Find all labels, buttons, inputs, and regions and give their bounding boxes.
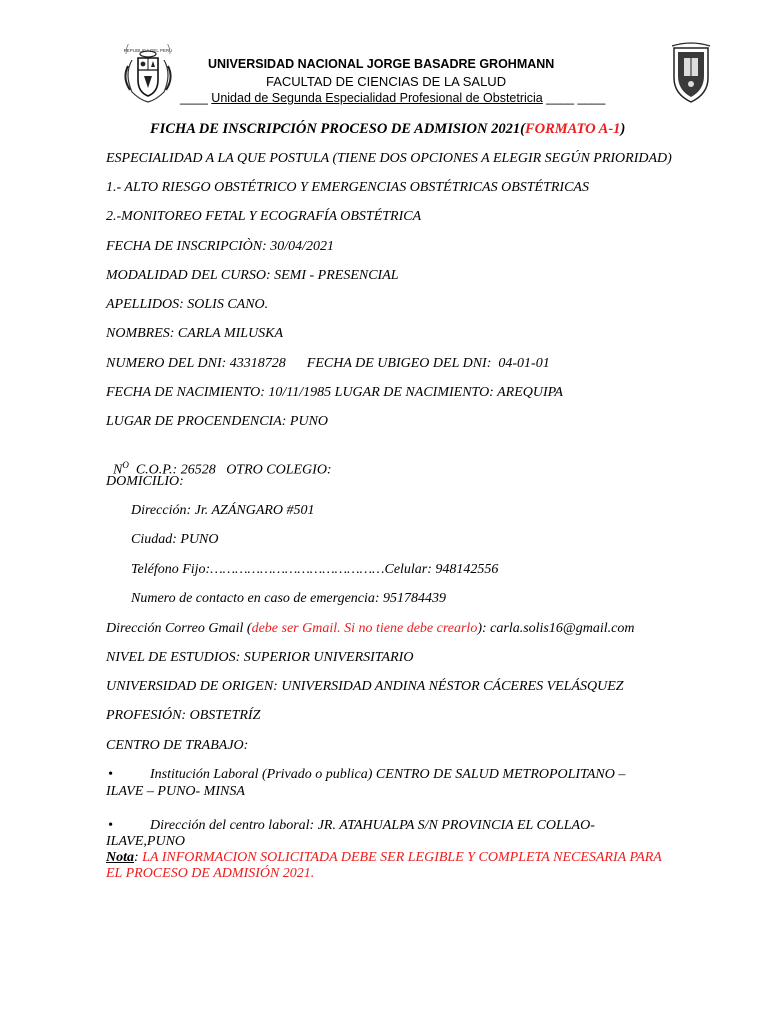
peru-coat-of-arms-icon [118, 44, 178, 106]
universidad-line: UNIVERSIDAD DE ORIGEN: UNIVERSIDAD ANDINA NÉSTOR CÁCERES VELÁSQUEZ [106, 679, 624, 694]
nivel-line: NIVEL DE ESTUDIOS: SUPERIOR UNIVERSITARIO [106, 650, 414, 665]
cop-prefix: N [113, 462, 123, 478]
procedencia-line: LUGAR DE PROCENDENCIA: PUNO [106, 414, 329, 429]
institucion-line-2: ILAVE – PUNO- MINSA [106, 784, 245, 799]
bullet-icon: • [108, 818, 113, 833]
nota-label: Nota [106, 850, 134, 865]
correo-value: ): carla.solis16@gmail.com [477, 621, 635, 636]
institucion-line-1: Institución Laboral (Privado o publica) CENTRO DE SALUD METROPOLITANO – [150, 767, 626, 782]
bullet-icon: • [108, 767, 113, 782]
nota-colon: : [134, 850, 143, 865]
especialidad-line: ESPECIALIDAD A LA QUE POSTULA (TIENE DOS OPCIONES A ELEGIR SEGÚN PRIORIDAD) [106, 151, 672, 166]
direccion-line: Dirección: Jr. AZÁNGARO #501 [131, 503, 315, 518]
modalidad-line: MODALIDAD DEL CURSO: SEMI - PRESENCIAL [106, 268, 399, 283]
option-1-line: 1.- ALTO RIESGO OBSTÉTRICO Y EMERGENCIAS OBSTÉTRICAS OBSTÉTRICAS [106, 180, 589, 195]
ciudad-line: Ciudad: PUNO [131, 532, 219, 547]
correo-label: Dirección Correo Gmail ( [106, 621, 252, 636]
nacimiento-line: FECHA DE NACIMIENTO: 10/11/1985 LUGAR DE NACIMIENTO: AREQUIPA [106, 385, 563, 400]
form-title [150, 121, 625, 138]
university-name: UNIVERSIDAD NACIONAL JORGE BASADRE GROHMANN [208, 57, 555, 71]
unit-suffix: ____ ____ [546, 91, 606, 105]
nota-text-1: LA INFORMACION SOLICITADA DEBE SER LEGIBLE Y COMPLETA NECESARIA PARA [142, 850, 662, 865]
apellidos-line: APELLIDOS: SOLIS CANO. [106, 297, 269, 312]
cop-superscript: O [122, 460, 129, 470]
fecha-inscripcion-line: FECHA DE INSCRIPCIÒN: 30/04/2021 [106, 239, 335, 254]
domicilio-label: DOMICILIO: [106, 474, 184, 489]
university-crest-icon [666, 42, 716, 104]
nota-line-1 [106, 850, 662, 866]
nota-line-2: EL PROCESO DE ADMISIÓN 2021. [106, 866, 315, 881]
telefono-line: Teléfono Fijo:……………………………………Celular: 948142556 [131, 562, 499, 577]
profesion-line: PROFESIÓN: OBSTETRÍZ [106, 708, 261, 723]
unit-line [180, 91, 605, 105]
nombres-line: NOMBRES: CARLA MILUSKA [106, 326, 284, 341]
dni-line: NUMERO DEL DNI: 43318728 FECHA DE UBIGEO DEL DNI: 04-01-01 [106, 356, 550, 371]
format-label: FORMATO A-1 [524, 121, 621, 137]
correo-note: debe ser Gmail. Si no tiene debe crearlo [251, 621, 478, 636]
emergencia-line: Numero de contacto en caso de emergencia: 951784439 [131, 591, 447, 606]
title-close: ) [620, 121, 626, 137]
correo-line [106, 621, 634, 637]
dir-laboral-line-2: ILAVE,PUNO [106, 834, 186, 849]
unit-name: Unidad de Segunda Especialidad Profesional de Obstetricia [211, 91, 543, 105]
cop-rest: C.O.P.: 26528 OTRO COLEGIO: [128, 462, 332, 478]
dir-laboral-line-1: Dirección del centro laboral: JR. ATAHUALPA S/N PROVINCIA EL COLLAO- [150, 818, 595, 833]
unit-prefix: ____ [180, 91, 208, 105]
centro-label: CENTRO DE TRABAJO: [106, 738, 249, 753]
seal-left-text: REPUBLICA DEL PERÚ [123, 48, 173, 53]
title-main: FICHA DE INSCRIPCIÓN PROCESO DE ADMISION 2021( [150, 121, 525, 137]
faculty-name: FACULTAD DE CIENCIAS DE LA SALUD [266, 74, 507, 89]
option-2-line: 2.-MONITOREO FETAL Y ECOGRAFÍA OBSTÉTRICA [106, 209, 422, 224]
